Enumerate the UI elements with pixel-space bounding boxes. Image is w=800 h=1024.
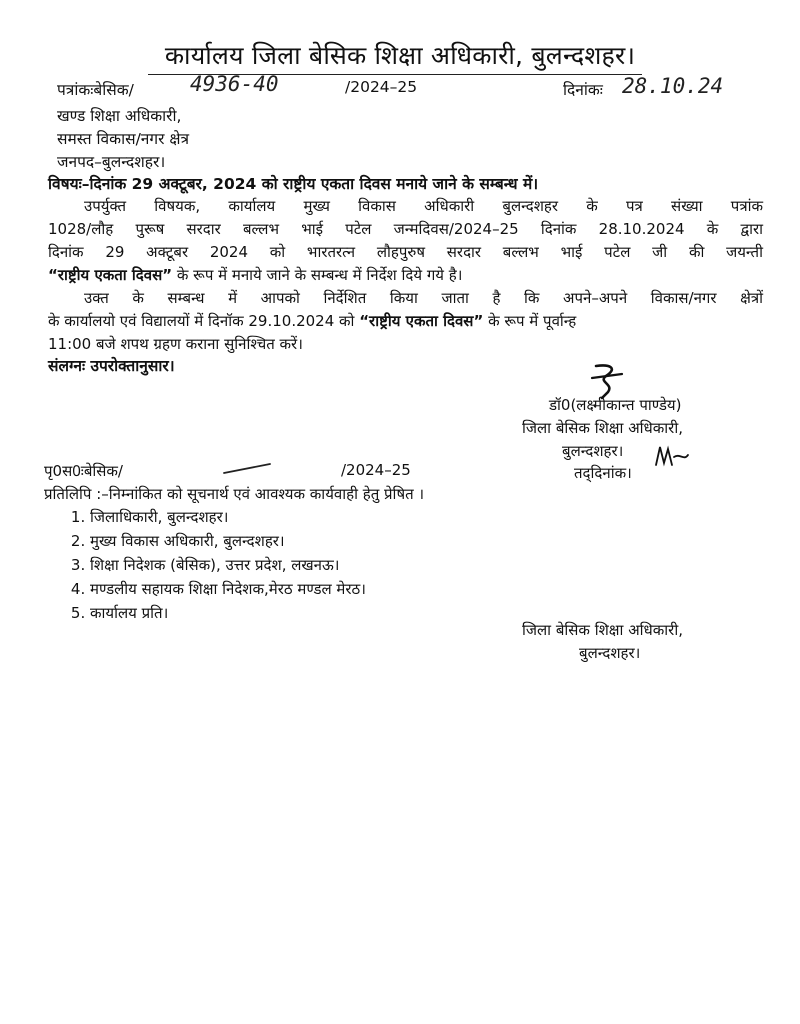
date-handwritten: 28.10.24: [622, 74, 724, 98]
office-title: कार्यालय जिला बेसिक शिक्षा अधिकारी, बुलन्दशहर।: [164, 41, 636, 70]
ekta-diwas-bold-2: “राष्ट्रीय एकता दिवस”: [359, 312, 484, 330]
subject-label: विषयः–: [48, 175, 90, 193]
recipient-item: 1. जिलाधिकारी, बुलन्दशहर।: [90, 505, 366, 529]
addressee-line-3: जनपद–बुलन्दशहर।: [57, 153, 166, 171]
date-label: दिनांकः: [563, 81, 603, 99]
recipient-item: 2. मुख्य विकास अधिकारी, बुलन्दशहर।: [90, 529, 366, 553]
patrank-session: /2024–25: [345, 78, 418, 96]
endorsement-number-stroke: [222, 462, 272, 476]
initials-mark: [654, 443, 690, 469]
footer-place: बुलन्दशहर।: [579, 644, 641, 662]
para1-line-3: दिनांक 29 अक्टूबर 2024 को भारतरत्न लौहपुरुष सरदार बल्लभ भाई पटेल जी की जयन्ती: [48, 243, 763, 261]
endorsement-session: /2024–25: [341, 461, 411, 479]
signatory-same-date: तद्‌दिनांक।: [574, 464, 632, 482]
recipient-list: [60, 505, 366, 625]
signatory-place: बुलन्दशहर।: [562, 442, 624, 460]
endorsement-label: पृ0स0ःबेसिक/: [44, 462, 123, 480]
para2-line-3: 11:00 बजे शपथ ग्रहण कराना सुनिश्चित करें।: [48, 335, 303, 353]
para2-line-1: उक्त के सम्बन्ध में आपको निर्देशित किया जाता है कि अपने–अपने विकास/नगर क्षेत्रों: [84, 289, 763, 307]
para2-line-2-pre: के कार्यालयो एवं विद्यालयों में दिनॉक 29.10.2024 को: [48, 312, 360, 330]
patrank-label: पत्रांकःबेसिक/: [57, 81, 134, 99]
para1-line-4-rest: के रूप में मनाये जाने के सम्बन्ध में निर्देश दिये गये है।: [172, 266, 463, 284]
patrank-number-handwritten: 4936-40: [190, 72, 279, 96]
recipient-item: 5. कार्यालय प्रति।: [90, 601, 366, 625]
enclosure-line: संलग्नः उपरोक्तानुसार।: [48, 357, 175, 375]
signatory-designation: जिला बेसिक शिक्षा अधिकारी,: [522, 419, 683, 437]
para1-line-4: [48, 265, 462, 285]
endorsement-intro: प्रतिलिपि :–निम्नांकित को सूचनार्थ एवं आवश्यक कार्यवाही हेतु प्रेषित ।: [44, 485, 425, 503]
subject-text: दिनांक 29 अक्टूबर, 2024 को राष्ट्रीय एकता दिवस मनाये जाने के सम्बन्ध में।: [89, 175, 539, 193]
footer-designation: जिला बेसिक शिक्षा अधिकारी,: [522, 621, 683, 639]
recipient-item: 3. शिक्षा निदेशक (बेसिक), उत्तर प्रदेश, लखनऊ।: [90, 553, 366, 577]
addressee-line-1: खण्ड शिक्षा अधिकारी,: [57, 107, 182, 125]
para1-line-1: उपर्युक्त विषयक, कार्यालय मुख्य विकास अधिकारी बुलन्दशहर के पत्र संख्या पत्रांक: [84, 197, 763, 215]
subject-line: [48, 172, 538, 194]
addressee-line-2: समस्त विकास/नगर क्षेत्र: [57, 130, 190, 148]
signatory-name: डॉ0(लक्ष्मीकान्त पाण्डेय): [549, 396, 682, 414]
ekta-diwas-bold: “राष्ट्रीय एकता दिवस”: [48, 266, 173, 284]
recipient-item: 4. मण्डलीय सहायक शिक्षा निदेशक,मेरठ मण्डल मेरठ।: [90, 577, 366, 601]
para2-line-2-post: के रूप में पूर्वान्ह: [483, 312, 577, 330]
para2-line-2: [48, 311, 576, 331]
para1-line-2: 1028/लौह पुरूष सरदार बल्लभ भाई पटेल जन्मदिवस/2024–25 दिनांक 28.10.2024 के द्वारा: [48, 220, 763, 238]
